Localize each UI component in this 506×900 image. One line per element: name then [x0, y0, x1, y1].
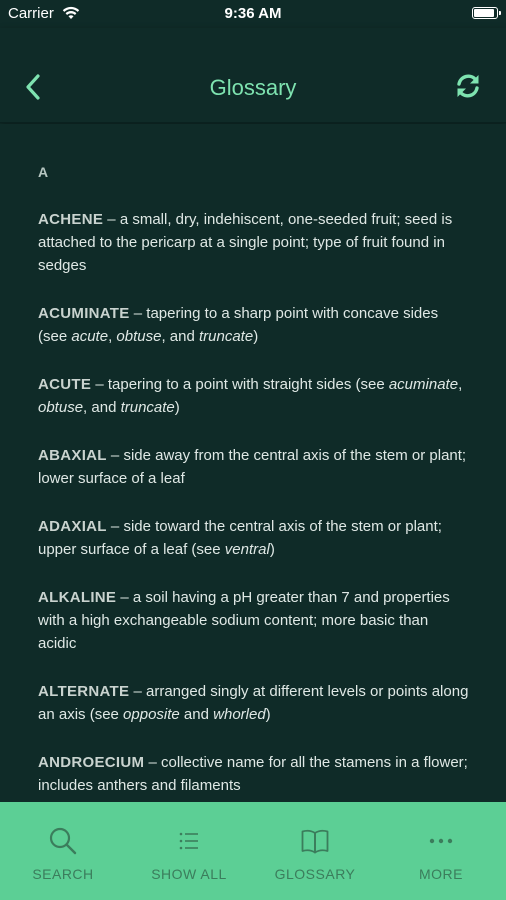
status-bar	[0, 0, 506, 28]
glossary-term: ADAXIAL	[38, 518, 107, 535]
glossary-definition: )	[265, 706, 271, 723]
glossary-entry	[38, 373, 470, 419]
glossary-definition: )	[174, 399, 180, 416]
page-title: Glossary	[209, 75, 297, 100]
glossary-reference: truncate	[120, 399, 175, 416]
glossary-definition: – a soil having a pH greater than 7 and properties with a high exchangeable sodium content; more basic than acidic	[38, 589, 450, 652]
tab-search[interactable]	[0, 802, 126, 900]
glossary-reference: obtuse	[116, 328, 162, 345]
glossary-reference: acuminate	[388, 376, 459, 393]
more-icon	[426, 826, 456, 856]
glossary-definition: – collective name for all the stamens in a flower; includes anthers and filaments	[38, 754, 468, 794]
glossary-term: ABAXIAL	[38, 447, 107, 464]
glossary-reference: acute	[71, 328, 109, 345]
section-letter: A	[38, 164, 49, 180]
glossary-list	[38, 208, 470, 802]
glossary-content[interactable]	[0, 124, 506, 802]
glossary-definition: – tapering to a sharp point with concave sides (see	[38, 305, 439, 345]
battery-icon	[472, 7, 498, 19]
glossary-reference: whorled	[213, 706, 266, 723]
glossary-entry	[38, 586, 470, 655]
tab-more[interactable]	[378, 802, 504, 900]
tab-show-all[interactable]	[126, 802, 252, 900]
glossary-definition: , and	[83, 399, 121, 416]
refresh-icon[interactable]	[454, 72, 482, 100]
glossary-term: ACUMINATE	[38, 305, 130, 322]
glossary-definition: – a small, dry, indehiscent, one-seeded fruit; seed is attached to the pericarp at a single point; type of fruit found in sedges	[38, 211, 453, 274]
book-icon	[300, 826, 330, 856]
glossary-definition: )	[253, 328, 259, 345]
glossary-definition: – tapering to a point with straight sides (see	[91, 376, 389, 393]
tab-label: GLOSSARY	[274, 866, 356, 882]
glossary-definition: and	[179, 706, 214, 723]
glossary-reference: ventral	[224, 541, 270, 558]
glossary-definition: – arranged singly at different levels or points along an axis (see	[38, 683, 469, 723]
list-icon	[174, 826, 204, 856]
glossary-reference: truncate	[198, 328, 254, 345]
glossary-entry	[38, 515, 470, 561]
tab-label: SEARCH	[32, 866, 94, 882]
glossary-definition: – side toward the central axis of the stem or plant; upper surface of a leaf (see	[38, 518, 442, 558]
tab-glossary[interactable]	[252, 802, 378, 900]
search-icon	[48, 826, 78, 856]
tab-bar	[0, 802, 506, 900]
glossary-entry	[38, 302, 470, 348]
glossary-term: ACHENE	[38, 211, 104, 228]
tab-label: SHOW ALL	[151, 866, 227, 882]
glossary-term: ANDROECIUM	[38, 754, 145, 771]
glossary-definition: – side away from the central axis of the stem or plant; lower surface of a leaf	[38, 447, 467, 487]
glossary-definition: )	[269, 541, 275, 558]
glossary-term: ALTERNATE	[38, 683, 130, 700]
carrier-label: Carrier	[8, 5, 54, 22]
glossary-term: ALKALINE	[38, 589, 117, 606]
glossary-definition: ,	[458, 376, 463, 393]
status-time: 9:36 AM	[224, 5, 282, 22]
glossary-reference: obtuse	[38, 399, 84, 416]
glossary-definition: ,	[108, 328, 117, 345]
glossary-entry	[38, 444, 470, 490]
glossary-definition: , and	[161, 328, 199, 345]
glossary-entry	[38, 680, 470, 726]
navigation-bar	[0, 28, 506, 123]
glossary-entry	[38, 751, 470, 797]
glossary-term: ACUTE	[38, 376, 92, 393]
glossary-entry	[38, 208, 470, 277]
tab-label: MORE	[419, 866, 463, 882]
glossary-reference: opposite	[123, 706, 180, 723]
